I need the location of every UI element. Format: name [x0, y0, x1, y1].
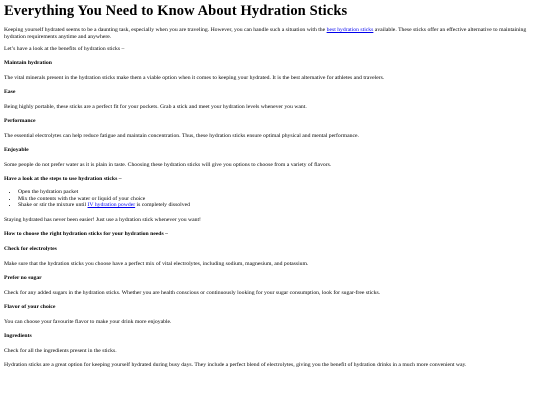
- choose-heading-ingredients: Ingredients: [4, 332, 32, 339]
- intro-paragraph: [4, 27, 536, 41]
- intro-text-after: available. These sticks offer an effective alternative to maintaining hydration requirements anytime and anywhere.: [4, 27, 527, 40]
- choose-text-flavor: You can choose your favourite flavor to make your drink more enjoyable.: [4, 318, 172, 325]
- benefit-heading-ease: Ease: [4, 89, 16, 95]
- list-item: [18, 202, 536, 209]
- best-hydration-sticks-link[interactable]: best hydration sticks: [326, 27, 374, 33]
- benefit-text-performance: The essential electrolytes can help reduce fatigue and maintain concentration. Thus, these hydration sticks ensure optimal physical and mental performance.: [4, 133, 359, 139]
- choose-text-electrolytes: Make sure that the hydration sticks you choose have a perfect mix of vital electrolytes, including sodium, magnesium, and potassium.: [4, 260, 309, 267]
- benefits-intro: Let’s have a look at the benefits of hydration sticks –: [4, 46, 125, 52]
- benefit-heading-enjoyable: Enjoyable: [4, 147, 29, 153]
- benefit-heading-performance: Performance: [4, 118, 36, 124]
- step-text-before: Shake or stir the mixture until: [18, 202, 88, 208]
- steps-heading: Have a look at the steps to use hydration sticks –: [4, 176, 122, 182]
- step-text-after: is completely dissolved: [135, 202, 190, 208]
- benefit-heading-maintain-hydration: Maintain hydration: [4, 60, 52, 66]
- benefit-text-enjoyable: Some people do not prefer water as it is plain in taste. Choosing these hydration sticks will give you options to choose from a variety of flavors.: [4, 162, 332, 168]
- list-item: • Mix the contents with the water or liquid of your choice: [18, 196, 536, 203]
- intro-text-before: Keeping yourself hydrated seems to be a daunting task, especially when you are traveling. However, you can handle such a situation with the: [4, 27, 327, 33]
- benefit-text-maintain-hydration: The vital minerals present in the hydration sticks make them a viable option when it comes to keeping your hydrated. It is the best alternative for athletes and travelers.: [4, 75, 385, 81]
- steps-list: [4, 189, 536, 209]
- benefit-text-ease: Being highly portable, these sticks are a perfect fit for your pockets. Grab a stick and meet your hydration levels whenever you want.: [4, 104, 307, 110]
- page-title: Everything You Need to Know About Hydration Sticks: [4, 3, 348, 19]
- conclusion-text: Hydration sticks are a great option for keeping yourself hydrated during busy days. They include a perfect blend of electrolytes, giving you the benefit of hydration drinks in a much more convenient way.: [4, 361, 467, 368]
- choose-heading-no-sugar: Prefer no sugar: [4, 274, 42, 281]
- choose-heading-flavor: Flavor of your choice: [4, 303, 56, 310]
- choose-heading-electrolytes: Check for electrolytes: [4, 245, 57, 252]
- iv-hydration-powder-link[interactable]: IV hydration powder: [87, 202, 136, 208]
- choose-text-ingredients: Check for all the ingredients present in the sticks.: [4, 347, 117, 354]
- choose-text-no-sugar: Check for any added sugars in the hydration sticks. Whether you are health conscious or continuously looking for your sugar consumption, look for sugar-free sticks.: [4, 289, 381, 296]
- list-item: • Open the hydration packet: [18, 189, 536, 196]
- choose-heading: How to choose the right hydration sticks for your hydration needs –: [4, 230, 168, 237]
- stay-hydrated-text: Staying hydrated has never been easier! Just use a hydration stick whenever you want!: [4, 216, 201, 223]
